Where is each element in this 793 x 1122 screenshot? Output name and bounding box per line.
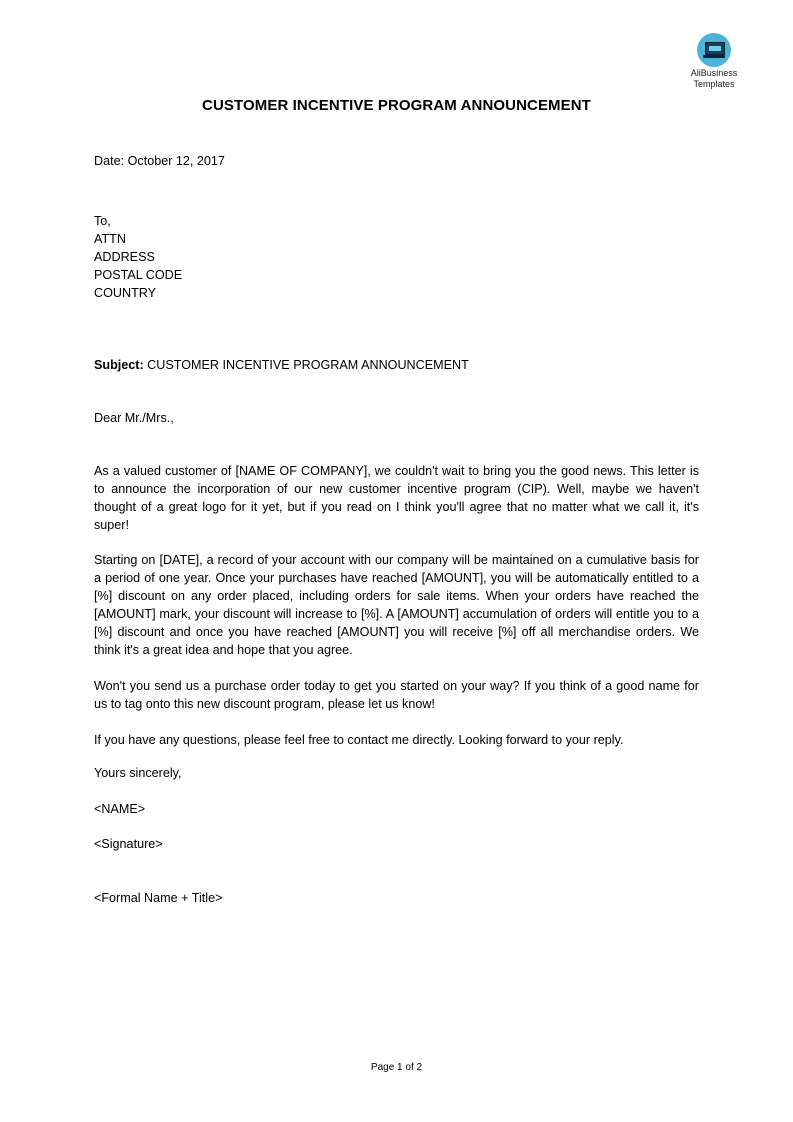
- salutation: Dear Mr./Mrs.,: [94, 411, 174, 425]
- signature-placeholder: <Signature>: [94, 837, 163, 851]
- subject-line: [94, 356, 469, 374]
- address-attn: ATTN: [94, 232, 126, 246]
- address-country: COUNTRY: [94, 286, 157, 300]
- company-logo: [680, 33, 748, 89]
- address-street: ADDRESS: [94, 250, 155, 264]
- date-line: Date: October 12, 2017: [94, 154, 225, 168]
- formal-name-title: <Formal Name + Title>: [94, 891, 223, 905]
- body-paragraph-3: Won't you send us a purchase order today to get you started on your way? If you think of a good name for us to tag onto this new discount program, please let us know!: [94, 679, 699, 711]
- logo-text-line1: AliBusiness: [690, 68, 738, 78]
- subject-label: Subject:: [94, 358, 144, 372]
- address-postal-code: POSTAL CODE: [94, 268, 183, 282]
- closing: Yours sincerely,: [94, 766, 182, 780]
- sender-name: <NAME>: [94, 802, 146, 816]
- address-to: To,: [94, 214, 111, 228]
- body-paragraph-2: Starting on [DATE], a record of your account with our company will be maintained on a cumulative basis for a period of one year. Once your purchases have reached [AMOUNT], you will be automatically entitled to a [%] discount on any order placed, including orders for sale items. When your orders have reached the [AMOUNT] mark, your discount will increase to [%]. A [AMOUNT] accumulation of orders will entitle you to a [%] discount and once you have reached [AMOUNT] you will receive [%] off all merchandise orders. We think it's a great idea and hope that you agree.: [94, 553, 699, 657]
- laptop-icon: [697, 33, 731, 67]
- subject-text: CUSTOMER INCENTIVE PROGRAM ANNOUNCEMENT: [143, 358, 469, 372]
- document-title: CUSTOMER INCENTIVE PROGRAM ANNOUNCEMENT: [202, 97, 591, 114]
- page-number: Page 1 of 2: [370, 1062, 423, 1073]
- body-paragraph-4: If you have any questions, please feel free to contact me directly. Looking forward to your reply.: [94, 733, 624, 747]
- logo-text-line2: Templates: [693, 79, 735, 89]
- body-paragraph-1: As a valued customer of [NAME OF COMPANY], we couldn't wait to bring you the good news. This letter is to announce the incorporation of our new customer incentive program (CIP). Well, maybe we haven't thought of a great logo for it yet, but if you read on I think you'll agree that no matter what we call it, it's super!: [94, 464, 699, 532]
